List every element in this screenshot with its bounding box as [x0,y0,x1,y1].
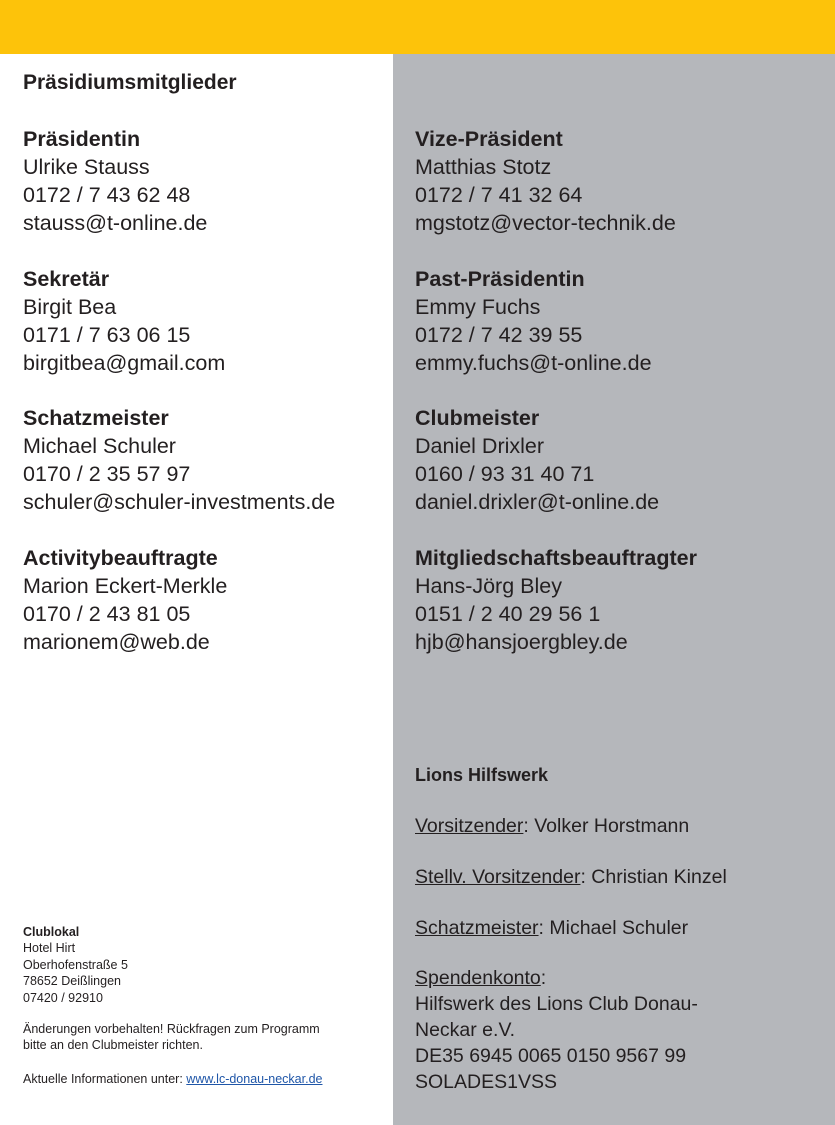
member-role: Sekretär [23,267,110,291]
member-role: Mitgliedschaftsbeauftragter [415,546,697,570]
member-role: Schatzmeister [23,406,169,430]
member-phone: 0172 / 7 42 39 55 [415,323,583,347]
member-phone: 0172 / 7 43 62 48 [23,183,191,207]
member-past-praesidentin [415,265,652,377]
member-sekretaer [23,265,225,377]
member-name: Daniel Drixler [415,434,545,458]
member-phone: 0170 / 2 43 81 05 [23,602,191,626]
member-schatzmeister [23,404,335,516]
clublokal-line: 07420 / 92910 [23,990,103,1005]
hilfswerk-vorsitzender [415,813,689,839]
info-line [23,1071,322,1087]
clublokal-line: 78652 Deißlingen [23,974,121,989]
member-phone: 0172 / 7 41 32 64 [415,183,583,207]
clublokal-block [23,924,128,1006]
spendenkonto-heading [415,965,698,991]
hilfswerk-label: Stellv. Vorsitzender [415,866,581,888]
member-name: Emmy Fuchs [415,295,541,319]
clublokal-title: Clublokal [23,925,80,939]
member-email: marionem@web.de [23,630,210,654]
clublokal-line: Hotel Hirt [23,941,76,956]
member-role: Clubmeister [415,406,540,430]
bank-line: SOLADES1VSS [415,1071,557,1093]
hilfswerk-value: : Volker Horstmann [523,815,690,837]
notice-line: Änderungen vorbehalten! Rückfragen zum Programm [23,1022,320,1036]
page-title: Präsidiumsmitglieder [23,71,237,94]
bank-line: DE35 6945 0065 0150 9567 99 [415,1045,687,1067]
member-name: Matthias Stotz [415,155,552,179]
member-role: Präsidentin [23,127,141,151]
hilfswerk-value: : Christian Kinzel [580,866,727,888]
notice-line: bitte an den Clubmeister richten. [23,1038,203,1053]
bank-line: Hilfswerk des Lions Club Donau- [415,993,698,1015]
member-vize-praesident [415,125,676,237]
notice-block [23,1021,320,1054]
member-email: mgstotz@vector-technik.de [415,211,676,235]
spendenkonto-label: Spendenkonto [415,967,541,989]
info-prefix: Aktuelle Informationen unter: [23,1072,187,1086]
member-email: daniel.drixler@t-online.de [415,490,660,514]
hilfswerk-label: Vorsitzender [415,815,524,837]
hilfswerk-title: Lions Hilfswerk [415,765,549,785]
spendenkonto-colon: : [540,967,547,989]
website-link[interactable]: www.lc-donau-neckar.de [186,1072,323,1086]
member-phone: 0170 / 2 35 57 97 [23,462,191,486]
hilfswerk-spendenkonto [415,965,698,1095]
member-phone: 0171 / 7 63 06 15 [23,323,191,347]
member-email: stauss@t-online.de [23,211,208,235]
member-email: schuler@schuler-investments.de [23,490,336,514]
member-name: Hans-Jörg Bley [415,574,562,598]
member-clubmeister [415,404,659,516]
member-mitgliedschaftsbeauftragter [415,544,697,656]
top-yellow-bar [0,0,835,54]
member-phone: 0151 / 2 40 29 56 1 [415,602,601,626]
member-phone: 0160 / 93 31 40 71 [415,462,595,486]
bank-line: Neckar e.V. [415,1019,516,1041]
clublokal-line: Oberhofenstraße 5 [23,957,128,972]
member-role: Past-Präsidentin [415,267,585,291]
member-name: Ulrike Stauss [23,155,150,179]
member-role: Activitybeauftragte [23,546,218,570]
member-name: Michael Schuler [23,434,176,458]
member-praesidentin [23,125,207,237]
member-role: Vize-Präsident [415,127,563,151]
member-email: hjb@hansjoergbley.de [415,630,628,654]
hilfswerk-stellv-vorsitzender [415,864,727,890]
member-email: emmy.fuchs@t-online.de [415,351,652,375]
member-name: Birgit Bea [23,295,117,319]
hilfswerk-schatzmeister [415,915,688,941]
hilfswerk-label: Schatzmeister [415,917,539,939]
member-activitybeauftragte [23,544,227,656]
hilfswerk-value: : Michael Schuler [538,917,689,939]
member-name: Marion Eckert-Merkle [23,574,228,598]
member-email: birgitbea@gmail.com [23,351,226,375]
